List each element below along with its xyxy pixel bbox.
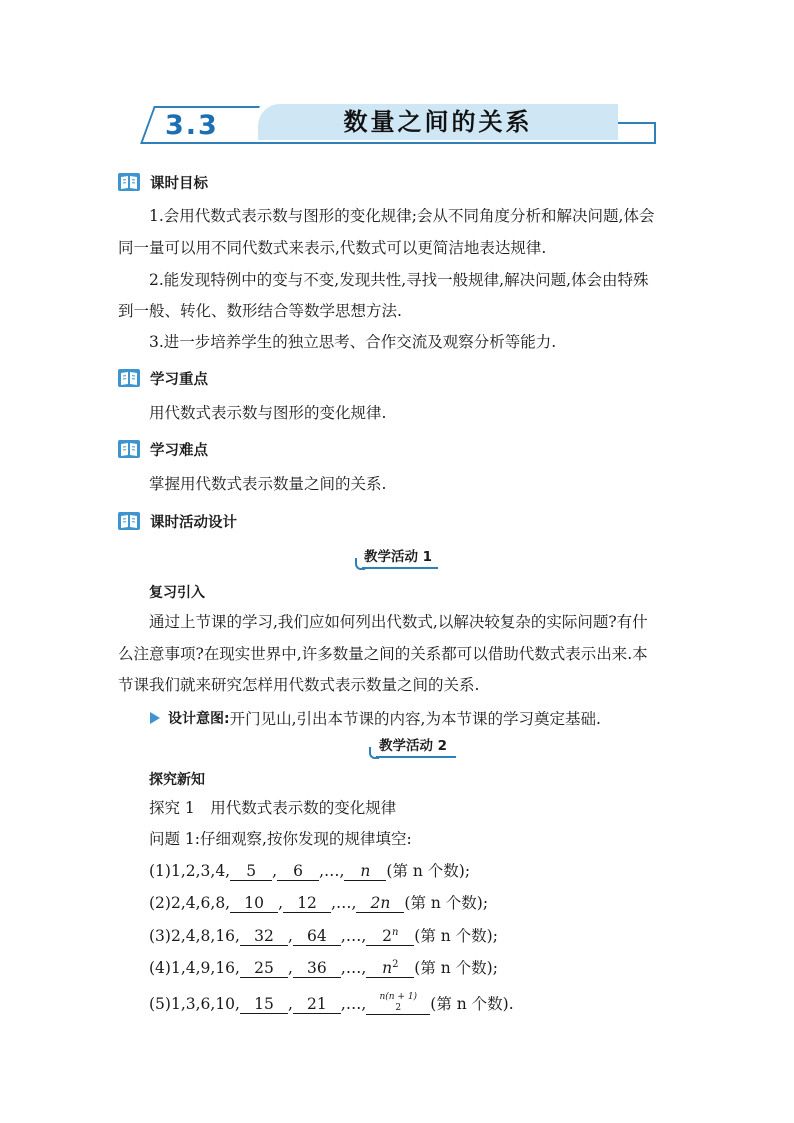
pattern-row: (2)2,4,6,8, 10 , 12 ,…, 2n (第 n 个数); bbox=[149, 894, 489, 912]
section-heading: 学习难点 bbox=[150, 442, 208, 459]
answer-blank-general: $n^2$ bbox=[366, 956, 414, 978]
fraction: n(n + 1) 2 bbox=[379, 992, 418, 1013]
answer-blank: 25 bbox=[240, 959, 288, 978]
answer-blank-fraction bbox=[366, 992, 430, 1015]
objective-1-line-2: 同一量可以用不同代数式来表示,代数式可以更简洁地表达规律. bbox=[118, 239, 547, 257]
answer-blank: 5 bbox=[230, 862, 272, 881]
section-heading: 课时活动设计 bbox=[150, 514, 237, 531]
design-intent-text: 开门见山,引出本节课的内容,为本节课的学习奠定基础. bbox=[229, 710, 601, 728]
book-icon bbox=[118, 369, 140, 387]
activity-2-underline bbox=[376, 756, 456, 758]
section-difficulties bbox=[118, 438, 208, 460]
design-intent-label: 设计意图: bbox=[168, 711, 230, 727]
answer-blank: 10 bbox=[230, 894, 278, 913]
difficulties-text: 掌握用代数式表示数量之间的关系. bbox=[149, 475, 387, 493]
answer-blank: 15 bbox=[240, 995, 288, 1014]
activity-1-label: 教学活动 1 bbox=[363, 549, 433, 565]
pattern-row: (1)1,2,3,4, 5 , 6 ,…, n (第 n 个数); bbox=[149, 862, 471, 880]
activity-2-label: 教学活动 2 bbox=[378, 738, 448, 754]
book-icon bbox=[118, 440, 140, 458]
pattern-row: (3)2,4,8,16, 32 , 64 ,…, 2$^n$ (第 n 个数); bbox=[149, 924, 498, 946]
section-objectives bbox=[118, 171, 208, 193]
triangle-bullet-icon bbox=[150, 712, 160, 724]
pattern-row: (5)1,3,6,10, 15 , 21 ,…, n(n + 1) 2 (第 n 个数). bbox=[149, 992, 514, 1013]
section-heading: 学习重点 bbox=[150, 371, 208, 388]
book-icon bbox=[118, 173, 140, 191]
activity-1-underline bbox=[362, 567, 438, 569]
pattern-row: (4)1,4,9,16, 25 , 36 ,…, $n^2$ (第 n 个数); bbox=[149, 956, 498, 978]
activity-2-subheading: 探究新知 bbox=[149, 772, 205, 788]
section-activity-design bbox=[118, 510, 237, 532]
page-title: 数量之间的关系 bbox=[343, 108, 533, 136]
activity-1-subheading: 复习引入 bbox=[149, 585, 205, 601]
design-intent bbox=[150, 707, 601, 729]
answer-blank-general: n bbox=[344, 862, 386, 881]
answer-blank: 32 bbox=[240, 927, 288, 946]
book-icon bbox=[118, 512, 140, 530]
question-intro: 问题 1:仔细观察,按你发现的规律填空: bbox=[149, 830, 412, 848]
answer-blank: 6 bbox=[277, 862, 319, 881]
section-number: 3.3 bbox=[165, 110, 219, 141]
key-points-text: 用代数式表示数与图形的变化规律. bbox=[149, 404, 387, 422]
header-right-frame bbox=[618, 122, 656, 144]
section-heading: 课时目标 bbox=[150, 175, 208, 192]
answer-blank: 36 bbox=[293, 959, 341, 978]
answer-blank-general: 2n bbox=[356, 894, 404, 913]
answer-blank: 12 bbox=[283, 894, 331, 913]
header-underline bbox=[142, 142, 654, 144]
activity-1-line-1: 通过上节课的学习,我们应如何列出代数式,以解决较复杂的实际问题?有什 bbox=[149, 613, 648, 631]
section-key-points bbox=[118, 367, 208, 389]
answer-blank-general: 2$^n$ bbox=[366, 924, 414, 946]
activity-1-line-2: 么注意事项?在现实世界中,许多数量之间的关系都可以借助代数式表示出来.本 bbox=[118, 645, 648, 663]
objective-3: 3.进一步培养学生的独立思考、合作交流及观察分析等能力. bbox=[149, 333, 557, 351]
explore-title: 探究 1 用代数式表示数的变化规律 bbox=[149, 799, 397, 817]
objective-1-line-1: 1.会用代数式表示数与图形的变化规律;会从不同角度分析和解决问题,体会 bbox=[149, 207, 655, 225]
activity-1-line-3: 节课我们就来研究怎样用代数式表示数量之间的关系. bbox=[118, 676, 480, 694]
answer-blank: 64 bbox=[293, 927, 341, 946]
objective-2-line-1: 2.能发现特例中的变与不变,发现共性,寻找一般规律,解决问题,体会由特殊 bbox=[149, 271, 649, 289]
objective-2-line-2: 到一般、转化、数形结合等数学思想方法. bbox=[118, 302, 402, 320]
answer-blank: 21 bbox=[293, 995, 341, 1014]
